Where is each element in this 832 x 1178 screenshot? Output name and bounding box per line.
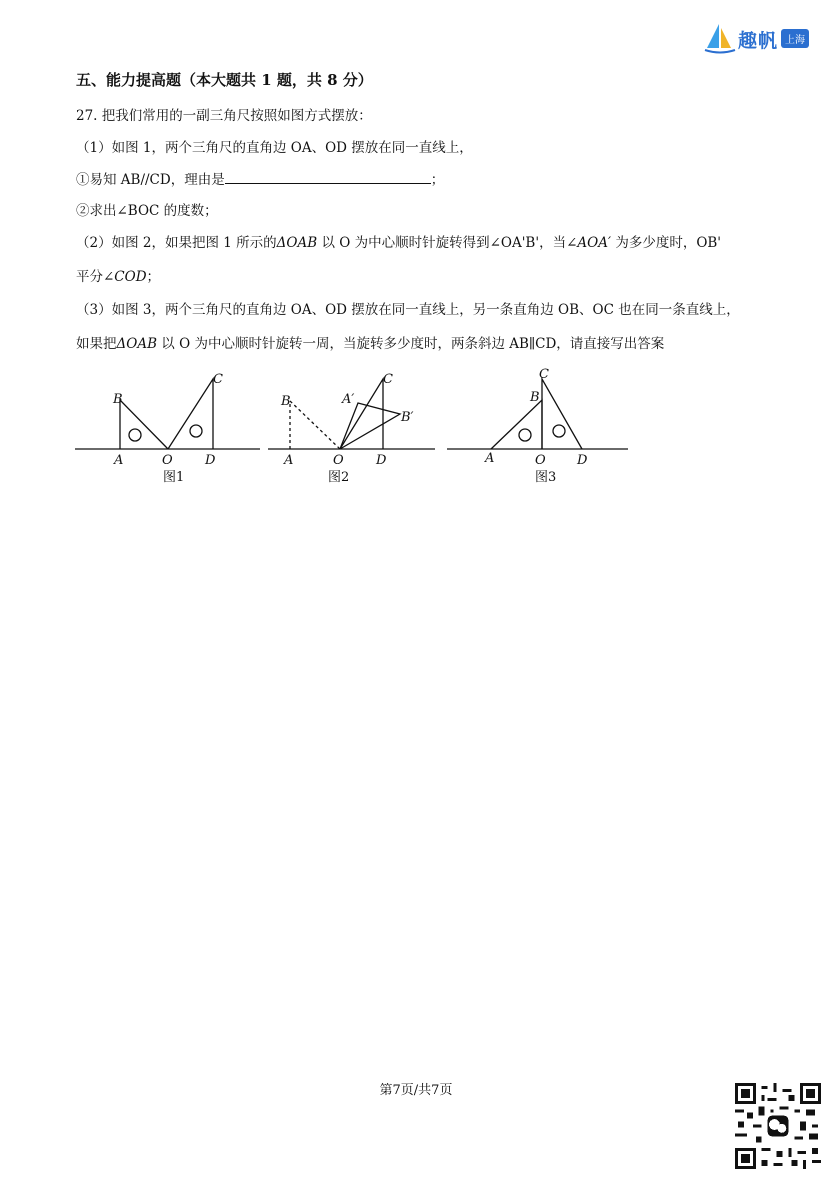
fig1-label-d: D [205, 453, 216, 468]
fig2-label-a-prime: A′ [342, 392, 355, 407]
qr-code-icon[interactable] [735, 1083, 821, 1169]
part3-text-1: 如果把 [76, 336, 117, 352]
page-footer: 第7页/共7页 [379, 1083, 453, 1098]
part2-text-1: （2）如图 2，如果把图 1 所示的 [76, 235, 277, 251]
part3-text-2: 以 O 为中心顺时针旋转一周，当旋转多少度时，两条斜边 AB∥CD，请直接写出答案 [157, 336, 665, 352]
fig3-triangle-oab [491, 400, 542, 449]
brand-badge: 上海 [781, 29, 809, 48]
fig1-hole-1 [129, 429, 141, 441]
fig3-hole-2 [553, 425, 565, 437]
fig2-label-b-prime: B′ [401, 410, 414, 425]
fig3-triangle-ocd [542, 379, 582, 449]
part1-a [76, 171, 444, 189]
fig3-label-o: O [535, 453, 546, 468]
part2-angle: AOA′ [577, 235, 612, 251]
fig1-triangle-oab [120, 400, 168, 449]
part2-line1 [76, 234, 721, 252]
fig3-label-c: C [539, 367, 549, 382]
part1-a-suffix: ； [430, 172, 445, 188]
fig1-label-a: A [114, 453, 124, 468]
fig1-caption: 图1 [163, 470, 185, 485]
brand-logo [703, 22, 821, 54]
fig2-label-b: B [281, 394, 291, 409]
fig3-label-b: B [530, 390, 540, 405]
fig2-label-a: A [284, 453, 294, 468]
fig1-label-b: B [113, 392, 123, 407]
part3-triangle: ΔOAB [116, 336, 157, 352]
section-title: 五、能力提高题（本大题共 1 题，共 8 分） [76, 71, 373, 89]
part1-text: （1）如图 1，两个三角尺的直角边 OA、OD 摆放在同一直线上， [76, 140, 473, 156]
part2-line2-end: ； [146, 269, 161, 285]
fig1-triangle-ocd [168, 379, 213, 449]
part3-line2 [76, 335, 664, 353]
figure-1 [75, 379, 260, 449]
part3-line1: （3）如图 3，两个三角尺的直角边 OA、OD 摆放在同一直线上，另一条直角边 OB、OC 也在同一条直线上， [76, 302, 740, 318]
fig2-label-d: D [376, 453, 387, 468]
fig1-hole-2 [190, 425, 202, 437]
figures [70, 365, 640, 490]
fig2-caption: 图2 [328, 470, 350, 485]
fig3-hole-1 [519, 429, 531, 441]
brand-name: 趣帆 [738, 30, 779, 52]
fig2-dashed-ab [290, 401, 340, 449]
part2-line2 [76, 268, 160, 286]
fig3-label-a: A [485, 451, 495, 466]
part2-text-2: 以 O 为中心顺时针旋转得到∠OA'B'，当∠ [317, 235, 578, 251]
fig2-triangle-ocd [340, 379, 383, 449]
question-stem: 27. 把我们常用的一副三角尺按照如图方式摆放： [76, 108, 372, 124]
sail-icon [703, 22, 737, 54]
fig2-label-c: C [383, 372, 393, 387]
part2-triangle: ΔOAB [276, 235, 318, 251]
fig2-label-o: O [333, 453, 344, 468]
part2-text-3: 为多少度时，OB' [611, 235, 722, 251]
fig1-label-c: C [213, 372, 223, 387]
part1-a-prefix: ①易知 AB//CD，理由是 [76, 172, 225, 188]
fig3-label-d: D [577, 453, 588, 468]
fig3-caption: 图3 [535, 470, 557, 485]
answer-blank[interactable] [225, 171, 431, 184]
part2-line2-text: 平分 [76, 269, 103, 285]
fig1-label-o: O [162, 453, 173, 468]
part1-b: ②求出∠BOC 的度数； [76, 203, 218, 219]
fig2-rotated-triangle [340, 403, 400, 449]
part2-line2-angle: ∠COD [103, 269, 147, 285]
